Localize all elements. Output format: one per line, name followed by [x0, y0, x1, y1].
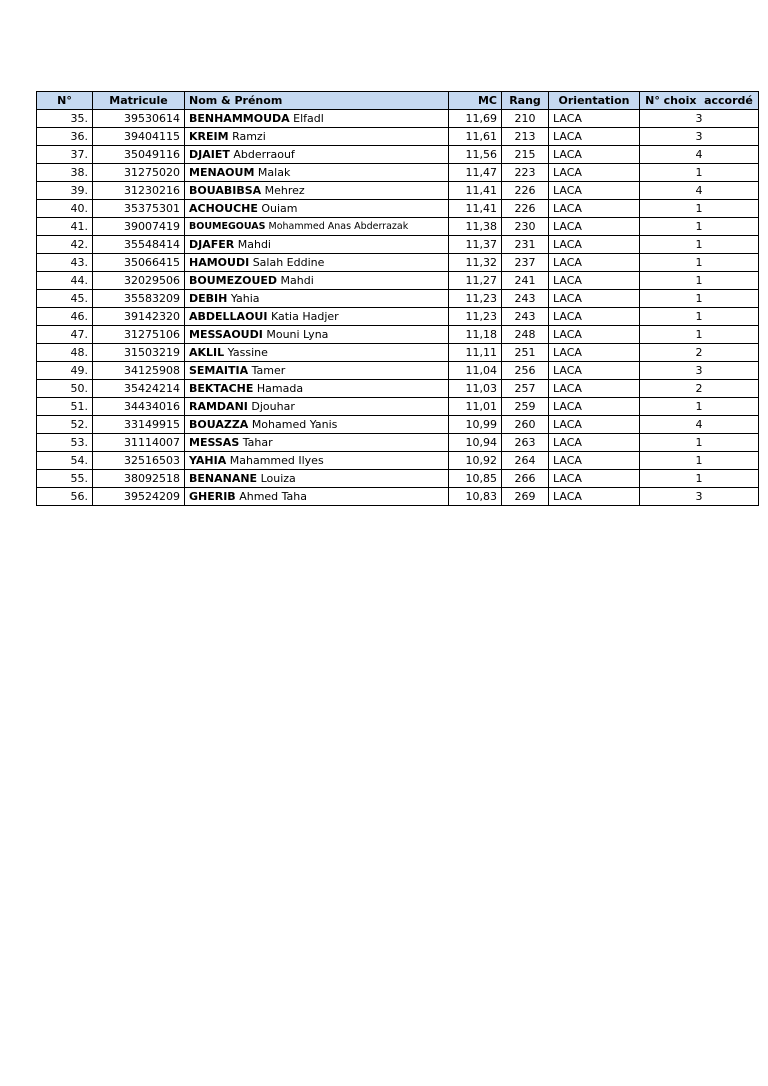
row-first-name: Elfadl: [293, 111, 324, 125]
row-choix: 3: [640, 488, 759, 506]
row-rang: 266: [502, 470, 549, 488]
row-full-name: [185, 488, 449, 506]
row-choix: 2: [640, 344, 759, 362]
row-matricule: 35375301: [93, 200, 185, 218]
row-matricule: 34125908: [93, 362, 185, 380]
row-full-name: [185, 398, 449, 416]
row-mc: 10,92: [449, 452, 502, 470]
row-full-name: [185, 452, 449, 470]
row-full-name: [185, 416, 449, 434]
row-number: 39.: [37, 182, 93, 200]
row-rang: 256: [502, 362, 549, 380]
row-last-name: HAMOUDI: [189, 255, 250, 269]
row-choix: 1: [640, 272, 759, 290]
row-orientation: LACA: [549, 200, 640, 218]
row-first-name: Malak: [257, 165, 291, 179]
row-full-name: [185, 146, 449, 164]
row-last-name: ACHOUCHE: [189, 201, 258, 215]
row-last-name: BOUMEGOUAS: [189, 220, 266, 232]
row-choix: 1: [640, 398, 759, 416]
row-mc: 11,41: [449, 200, 502, 218]
row-last-name: BENANANE: [189, 471, 258, 485]
row-matricule: 39530614: [93, 110, 185, 128]
row-number: 35.: [37, 110, 93, 128]
row-choix: 1: [640, 164, 759, 182]
row-first-name: Abderraouf: [233, 147, 295, 161]
row-number: 53.: [37, 434, 93, 452]
row-orientation: LACA: [549, 182, 640, 200]
table-row: [37, 380, 759, 398]
row-mc: 10,85: [449, 470, 502, 488]
row-matricule: 35548414: [93, 236, 185, 254]
row-last-name: GHERIB: [189, 489, 236, 503]
row-full-name: [185, 272, 449, 290]
row-rang: 243: [502, 290, 549, 308]
row-first-name: Katia Hadjer: [270, 309, 339, 323]
row-matricule: 39524209: [93, 488, 185, 506]
row-rang: 226: [502, 182, 549, 200]
table-row: [37, 326, 759, 344]
row-matricule: 31230216: [93, 182, 185, 200]
row-last-name: BOUABIBSA: [189, 183, 262, 197]
table-row: [37, 434, 759, 452]
row-last-name: MENAOUM: [189, 165, 255, 179]
row-last-name: BENHAMMOUDA: [189, 111, 290, 125]
row-orientation: LACA: [549, 308, 640, 326]
table-row: [37, 218, 759, 236]
row-full-name: [185, 110, 449, 128]
row-number: 47.: [37, 326, 93, 344]
row-orientation: LACA: [549, 128, 640, 146]
row-last-name: MESSAOUDI: [189, 327, 263, 341]
row-choix: 1: [640, 254, 759, 272]
row-full-name: [185, 308, 449, 326]
row-mc: 11,37: [449, 236, 502, 254]
table-row: [37, 452, 759, 470]
row-rang: 263: [502, 434, 549, 452]
row-first-name: Mohamed Yanis: [251, 417, 338, 431]
row-first-name: Hamada: [256, 381, 304, 395]
table-row: [37, 200, 759, 218]
row-number: 44.: [37, 272, 93, 290]
row-first-name: Mahammed Ilyes: [229, 453, 324, 467]
table-row: [37, 344, 759, 362]
row-last-name: ABDELLAOUI: [189, 309, 268, 323]
row-first-name: Salah Eddine: [252, 255, 325, 269]
row-number: 51.: [37, 398, 93, 416]
table-row: [37, 254, 759, 272]
row-full-name: [185, 254, 449, 272]
header-mc: MC: [449, 92, 502, 110]
row-choix: 3: [640, 110, 759, 128]
header-matricule: Matricule: [93, 92, 185, 110]
row-first-name: Ouiam: [261, 201, 298, 215]
row-full-name: [185, 236, 449, 254]
row-rang: 248: [502, 326, 549, 344]
row-mc: 11,69: [449, 110, 502, 128]
row-rang: 237: [502, 254, 549, 272]
row-matricule: 34434016: [93, 398, 185, 416]
row-last-name: SEMAITIA: [189, 363, 249, 377]
row-full-name: [185, 200, 449, 218]
header-orientation: Orientation: [549, 92, 640, 110]
row-first-name: Mahdi: [237, 237, 271, 251]
row-rang: 251: [502, 344, 549, 362]
row-rang: 269: [502, 488, 549, 506]
row-first-name: Djouhar: [251, 399, 295, 413]
row-choix: 3: [640, 128, 759, 146]
row-mc: 11,32: [449, 254, 502, 272]
table-row: [37, 146, 759, 164]
row-mc: 10,94: [449, 434, 502, 452]
row-choix: 1: [640, 308, 759, 326]
row-mc: 10,83: [449, 488, 502, 506]
row-mc: 11,27: [449, 272, 502, 290]
row-full-name: [185, 344, 449, 362]
row-choix: 1: [640, 200, 759, 218]
table-row: [37, 290, 759, 308]
row-choix: 1: [640, 218, 759, 236]
row-mc: 11,11: [449, 344, 502, 362]
row-mc: 11,61: [449, 128, 502, 146]
row-orientation: LACA: [549, 470, 640, 488]
row-choix: 2: [640, 380, 759, 398]
table-row: [37, 182, 759, 200]
row-orientation: LACA: [549, 146, 640, 164]
row-matricule: 32516503: [93, 452, 185, 470]
row-orientation: LACA: [549, 218, 640, 236]
row-matricule: 31275020: [93, 164, 185, 182]
row-choix: 1: [640, 236, 759, 254]
row-mc: 11,03: [449, 380, 502, 398]
table-row: [37, 110, 759, 128]
row-number: 36.: [37, 128, 93, 146]
table-row: [37, 470, 759, 488]
row-first-name: Ahmed Taha: [239, 489, 308, 503]
row-matricule: 31275106: [93, 326, 185, 344]
header-num: N°: [37, 92, 93, 110]
row-first-name: Mahdi: [280, 273, 314, 287]
row-orientation: LACA: [549, 452, 640, 470]
row-matricule: 39142320: [93, 308, 185, 326]
row-full-name: [185, 326, 449, 344]
row-choix: 3: [640, 362, 759, 380]
row-rang: 230: [502, 218, 549, 236]
header-name: Nom & Prénom: [185, 92, 449, 110]
row-mc: 11,18: [449, 326, 502, 344]
row-full-name: [185, 470, 449, 488]
row-first-name: Mohammed Anas Abderrazak: [268, 220, 409, 232]
row-number: 56.: [37, 488, 93, 506]
table-row: [37, 164, 759, 182]
row-orientation: LACA: [549, 236, 640, 254]
row-number: 45.: [37, 290, 93, 308]
row-number: 48.: [37, 344, 93, 362]
row-number: 50.: [37, 380, 93, 398]
row-matricule: 31114007: [93, 434, 185, 452]
row-number: 37.: [37, 146, 93, 164]
row-number: 42.: [37, 236, 93, 254]
row-mc: 11,23: [449, 308, 502, 326]
row-full-name: [185, 164, 449, 182]
row-matricule: 31503219: [93, 344, 185, 362]
row-orientation: LACA: [549, 362, 640, 380]
row-choix: 1: [640, 470, 759, 488]
row-matricule: 35424214: [93, 380, 185, 398]
row-choix: 1: [640, 452, 759, 470]
table-row: [37, 416, 759, 434]
row-matricule: 39007419: [93, 218, 185, 236]
row-number: 41.: [37, 218, 93, 236]
header-choix: N° choix accordé: [640, 92, 759, 110]
row-last-name: DJAFER: [189, 237, 235, 251]
row-rang: 231: [502, 236, 549, 254]
row-matricule: 38092518: [93, 470, 185, 488]
row-rang: 243: [502, 308, 549, 326]
row-number: 52.: [37, 416, 93, 434]
row-choix: 1: [640, 326, 759, 344]
table-row: [37, 272, 759, 290]
row-full-name: [185, 290, 449, 308]
row-number: 55.: [37, 470, 93, 488]
table-body: [37, 110, 759, 506]
row-mc: 11,23: [449, 290, 502, 308]
row-matricule: 35583209: [93, 290, 185, 308]
row-choix: 1: [640, 434, 759, 452]
row-choix: 4: [640, 146, 759, 164]
row-last-name: AKLIL: [189, 345, 225, 359]
row-full-name: [185, 434, 449, 452]
row-orientation: LACA: [549, 488, 640, 506]
row-rang: 257: [502, 380, 549, 398]
row-rang: 210: [502, 110, 549, 128]
row-choix: 4: [640, 182, 759, 200]
row-last-name: BEKTACHE: [189, 381, 254, 395]
row-first-name: Yahia: [230, 291, 260, 305]
row-full-name: [185, 218, 449, 236]
table-header: [37, 92, 759, 110]
results-table: [36, 91, 759, 506]
row-matricule: 32029506: [93, 272, 185, 290]
row-orientation: LACA: [549, 290, 640, 308]
row-rang: 241: [502, 272, 549, 290]
row-full-name: [185, 182, 449, 200]
row-rang: 215: [502, 146, 549, 164]
row-first-name: Yassine: [227, 345, 268, 359]
row-first-name: Mehrez: [264, 183, 305, 197]
row-orientation: LACA: [549, 380, 640, 398]
table-row: [37, 128, 759, 146]
row-last-name: DEBIH: [189, 291, 228, 305]
row-orientation: LACA: [549, 164, 640, 182]
row-orientation: LACA: [549, 272, 640, 290]
row-rang: 226: [502, 200, 549, 218]
row-first-name: Ramzi: [232, 129, 266, 143]
row-mc: 11,56: [449, 146, 502, 164]
header-rang: Rang: [502, 92, 549, 110]
row-choix: 4: [640, 416, 759, 434]
row-number: 38.: [37, 164, 93, 182]
row-first-name: Louiza: [260, 471, 296, 485]
row-last-name: KREIM: [189, 129, 229, 143]
row-orientation: LACA: [549, 416, 640, 434]
row-number: 43.: [37, 254, 93, 272]
row-number: 49.: [37, 362, 93, 380]
row-full-name: [185, 362, 449, 380]
row-rang: 260: [502, 416, 549, 434]
row-first-name: Tahar: [242, 435, 273, 449]
row-last-name: MESSAS: [189, 435, 240, 449]
row-mc: 11,41: [449, 182, 502, 200]
row-choix: 1: [640, 290, 759, 308]
row-rang: 213: [502, 128, 549, 146]
row-full-name: [185, 380, 449, 398]
row-last-name: YAHIA: [189, 453, 227, 467]
row-mc: 11,38: [449, 218, 502, 236]
row-matricule: 35066415: [93, 254, 185, 272]
row-orientation: LACA: [549, 110, 640, 128]
header-row: [37, 92, 759, 110]
row-orientation: LACA: [549, 398, 640, 416]
row-matricule: 39404115: [93, 128, 185, 146]
row-orientation: LACA: [549, 434, 640, 452]
row-mc: 10,99: [449, 416, 502, 434]
row-matricule: 33149915: [93, 416, 185, 434]
row-last-name: BOUMEZOUED: [189, 273, 278, 287]
row-number: 46.: [37, 308, 93, 326]
row-mc: 11,01: [449, 398, 502, 416]
row-first-name: Tamer: [251, 363, 286, 377]
row-number: 40.: [37, 200, 93, 218]
row-orientation: LACA: [549, 344, 640, 362]
row-rang: 264: [502, 452, 549, 470]
row-number: 54.: [37, 452, 93, 470]
row-mc: 11,04: [449, 362, 502, 380]
row-orientation: LACA: [549, 326, 640, 344]
row-mc: 11,47: [449, 164, 502, 182]
table-row: [37, 308, 759, 326]
row-first-name: Mouni Lyna: [266, 327, 329, 341]
row-matricule: 35049116: [93, 146, 185, 164]
row-last-name: BOUAZZA: [189, 417, 249, 431]
row-last-name: DJAIET: [189, 147, 230, 161]
row-rang: 259: [502, 398, 549, 416]
table-row: [37, 236, 759, 254]
row-last-name: RAMDANI: [189, 399, 248, 413]
table-row: [37, 398, 759, 416]
row-orientation: LACA: [549, 254, 640, 272]
table-row: [37, 488, 759, 506]
row-full-name: [185, 128, 449, 146]
table-row: [37, 362, 759, 380]
row-rang: 223: [502, 164, 549, 182]
